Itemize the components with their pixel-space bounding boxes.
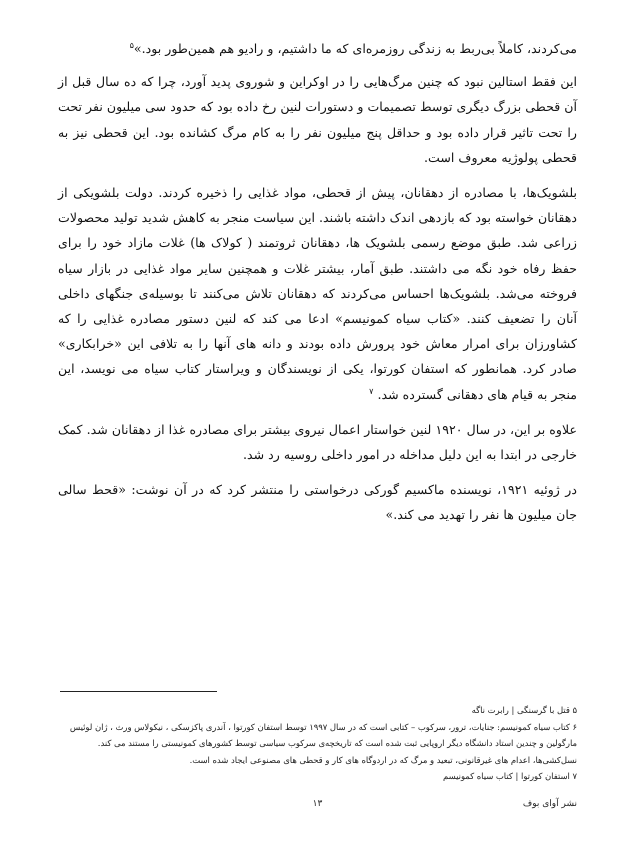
footnote-ref-5: ۵ [129,40,134,50]
page-number: ۱۳ [312,799,323,809]
footnote-ref-7: ۷ [369,386,374,396]
paragraph-lenin-famine: این فقط استالین نبود که چنین مرگ‌هایی را در اوکراین و شوروی پدید آورد، چرا که ده سال قبل از آن قحطی بزرگ دیگری توسط تصمیمات و دستورات لنین رخ داده بود که حدود سی میلیون نفر تحت را تحت تاثیر قرار داده بود و حداقل پنج میلیون نفر را به کام مرگ کشانده بود. این قحطی نیز به قحطی پولوژیه معروف است. [58,74,577,165]
body-text [58,36,577,538]
paragraph-continuation: می‌کردند، کاملاً بی‌ربط به زندگی روزمره‌ای که ما داشتیم، و رادیو هم همین‌طور بود.»$^۵$ [129,40,577,56]
footnote-5: ۵ قتل با گرسنگی | رابرت ناگه [471,705,577,715]
footnote-divider [60,691,217,692]
paragraph-bolshevik-requisition: بلشویک‌ها، با مصادره از دهقانان، پیش از قحطی، مواد غذایی را ذخیره کردند. دولت بلشویکی از دهقانان خواسته بود که بازدهی اندک داشته باشند. این سیاست منجر به کاهش شدید تولید محصولات زراعی شد. طبق موضع رسمی بلشویک ها، دهقانان ثروتمند ( کولاک ها) غلات مازاد خود را برای حفظ رفاه خود نگه می داشتند. طبق آمار، بیشتر غلات و همچنین سایر مواد غذایی در بازار سیاه فروخته می‌شد. بلشویک‌ها احساس می‌کردند که دهقانان تلاش می‌کنند تا بوسیله‌ی جنگهای داخلی آنان را تضعیف کنند. «کتاب سیاه کمونیسم» ادعا می کند که لنین دستور مصادره غذایی را که کشاورزان برای امرار معاش خود پرورش داده بودند و دانه های آنها را به تلافی این «خرابکاری» صادر کرد. همانطور که استفان کورتوا، یکی از نویسندگان و ویراستار کتاب سیاه می نویسد، این منجر به قیام های دهقانی گسترده شد. $^۷$ [58,185,577,402]
publisher-name: نشر آوای بوف [522,799,577,809]
paragraph-gorky-1921: در ژوئیه ۱۹۲۱، نویسنده ماکسیم گورکی درخواستی را منتشر کرد که در آن نوشت: «قحط سالی جان میلیون ها نفر را تهدید می کند.» [58,482,577,523]
footnotes [56,702,577,785]
footnote-6: ۶ کتاب سیاه کمونیسم: جنایات، ترور، سرکوب – کتابی است که در سال ۱۹۹۷ توسط استفان کورتوا ، آندری پاکزسکی ، نیکولاس ورث ، ژان لوئیس مارگولین و چندین استاد دانشگاه دیگر اروپایی ثبت شده است که تاریخچه‌ی سرکوب سیاسی توسط کشورهای کمونیستی را مستند می کند. نسل‌کشی‌ها، اعدام های غیرقانونی، تبعید و مرگ که در اردوگاه های کار و قحطی های مصنوعی ایجاد شده است. [69,721,577,765]
page-footer [58,799,577,815]
footnote-7: ۷ استفان کورتوا | کتاب سیاه کمونیسم [443,771,577,781]
paragraph-1920: علاوه بر این، در سال ۱۹۲۰ لنین خواستار اعمال نیروی بیشتر برای مصادره غذا از دهقانان شد. کمک خارجی در ابتدا به این دلیل مداخله در امور داخلی روسیه رد شد. [58,421,577,463]
